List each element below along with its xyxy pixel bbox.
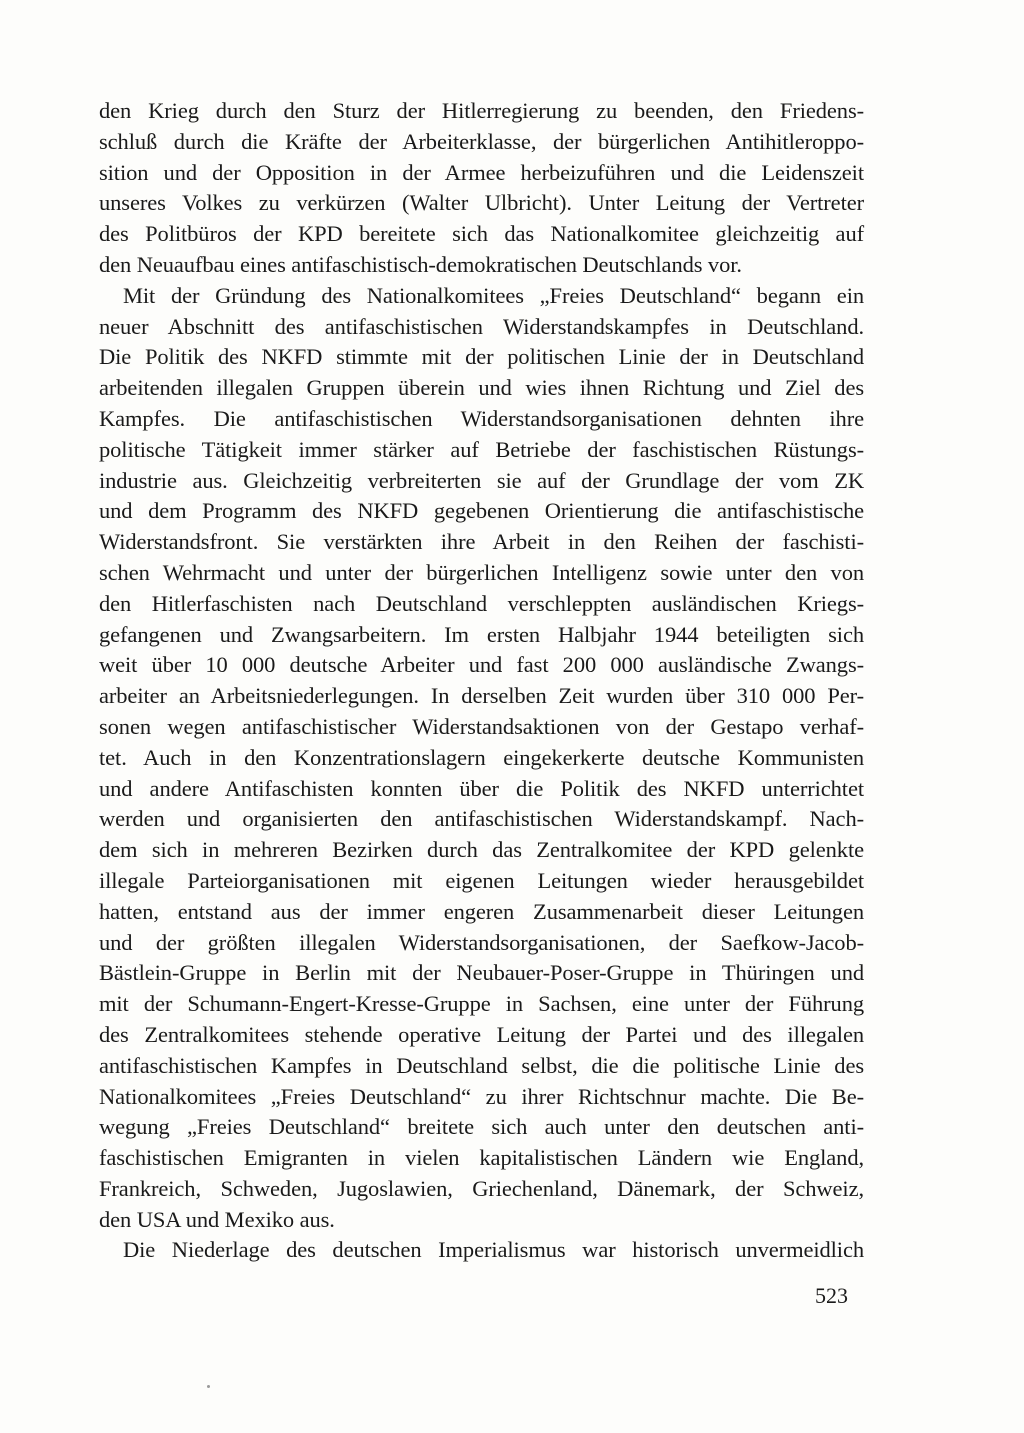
- text-line: faschistischen Emigranten in vielen kapitalistischen Ländern wie England,: [99, 1145, 864, 1171]
- text-line: und andere Antifaschisten konnten über die Politik des NKFD unterrichtet: [99, 775, 864, 801]
- text-line: Widerstandsfront. Sie verstärkten ihre Arbeit in den Reihen der faschisti-: [99, 529, 864, 555]
- text-line: sition und der Opposition in der Armee herbeizuführen und die Leidenszeit: [99, 159, 864, 185]
- text-line: und dem Programm des NKFD gegebenen Orientierung die antifaschistische: [99, 498, 864, 524]
- text-line: Bästlein-Gruppe in Berlin mit der Neubauer-Poser-Gruppe in Thüringen und: [99, 960, 864, 986]
- text-line: unseres Volkes zu verkürzen (Walter Ulbricht). Unter Leitung der Vertreter: [99, 190, 864, 216]
- text-line: illegale Parteiorganisationen mit eigenen Leitungen wieder herausgebildet: [99, 867, 864, 893]
- text-line: des Politbüros der KPD bereitete sich das Nationalkomitee gleichzeitig auf: [99, 221, 864, 247]
- text-line: dem sich in mehreren Bezirken durch das Zentralkomitee der KPD gelenkte: [99, 837, 864, 863]
- text-line: Frankreich, Schweden, Jugoslawien, Griechenland, Dänemark, der Schweiz,: [99, 1175, 864, 1201]
- text-line: den Hitlerfaschisten nach Deutschland verschleppten ausländischen Kriegs-: [99, 590, 864, 616]
- text-line: sonen wegen antifaschistischer Widerstandsaktionen von der Gestapo verhaf-: [99, 713, 864, 739]
- body-text: [99, 96, 864, 1266]
- text-line: schluß durch die Kräfte der Arbeiterklasse, der bürgerlichen Antihitleroppo-: [99, 128, 864, 154]
- text-line: Mit der Gründung des Nationalkomitees „Freies Deutschland“ begann ein: [123, 282, 864, 308]
- paragraph: [99, 281, 864, 1236]
- text-line: und der größten illegalen Widerstandsorganisationen, der Saefkow-Jacob-: [99, 929, 864, 955]
- text-line: politische Tätigkeit immer stärker auf Betriebe der faschistischen Rüstungs-: [99, 436, 864, 462]
- text-line: Nationalkomitees „Freies Deutschland“ zu ihrer Richtschnur machte. Die Be-: [99, 1083, 864, 1109]
- text-line: wegung „Freies Deutschland“ breitete sich auch unter den deutschen anti-: [99, 1114, 864, 1140]
- text-line: hatten, entstand aus der immer engeren Zusammenarbeit dieser Leitungen: [99, 898, 864, 924]
- text-line: den Krieg durch den Sturz der Hitlerregierung zu beenden, den Friedens-: [99, 98, 864, 123]
- text-line: mit der Schumann-Engert-Kresse-Gruppe in Sachsen, eine unter der Führung: [99, 991, 864, 1017]
- text-line: des Zentralkomitees stehende operative Leitung der Partei und des illegalen: [99, 1021, 864, 1047]
- text-line: den USA und Mexiko aus.: [99, 1206, 335, 1232]
- text-line: arbeitenden illegalen Gruppen überein und wies ihnen Richtung und Ziel des: [99, 375, 864, 401]
- text-line: Die Politik des NKFD stimmte mit der politischen Linie der in Deutschland: [99, 344, 864, 370]
- text-line: antifaschistischen Kampfes in Deutschland selbst, die die politische Linie des: [99, 1052, 864, 1078]
- text-line: weit über 10 000 deutsche Arbeiter und fast 200 000 ausländische Zwangs-: [99, 652, 864, 678]
- text-line: werden und organisierten den antifaschistischen Widerstandskampf. Nach-: [99, 806, 864, 832]
- text-line: industrie aus. Gleichzeitig verbreiterten sie auf der Grundlage der vom ZK: [99, 467, 864, 493]
- paragraph: [99, 96, 864, 281]
- text-line: neuer Abschnitt des antifaschistischen Widerstandskampfes in Deutschland.: [99, 313, 864, 339]
- text-line: schen Wehrmacht und unter der bürgerlichen Intelligenz sowie unter den von: [99, 559, 864, 585]
- text-line: arbeiter an Arbeitsniederlegungen. In derselben Zeit wurden über 310 000 Per-: [99, 683, 864, 709]
- page-number: 523: [815, 1283, 848, 1308]
- paragraph: [99, 1235, 864, 1266]
- text-line: Kampfes. Die antifaschistischen Widerstandsorganisationen dehnten ihre: [99, 405, 864, 431]
- text-line: den Neuaufbau eines antifaschistisch-demokratischen Deutschlands vor.: [99, 251, 742, 277]
- paper-speck: [207, 1385, 210, 1388]
- text-line: gefangenen und Zwangsarbeitern. Im ersten Halbjahr 1944 beteiligten sich: [99, 621, 864, 647]
- text-line: tet. Auch in den Konzentrationslagern eingekerkerte deutsche Kommunisten: [99, 744, 864, 770]
- text-line: Die Niederlage des deutschen Imperialismus war historisch unvermeidlich: [123, 1237, 864, 1263]
